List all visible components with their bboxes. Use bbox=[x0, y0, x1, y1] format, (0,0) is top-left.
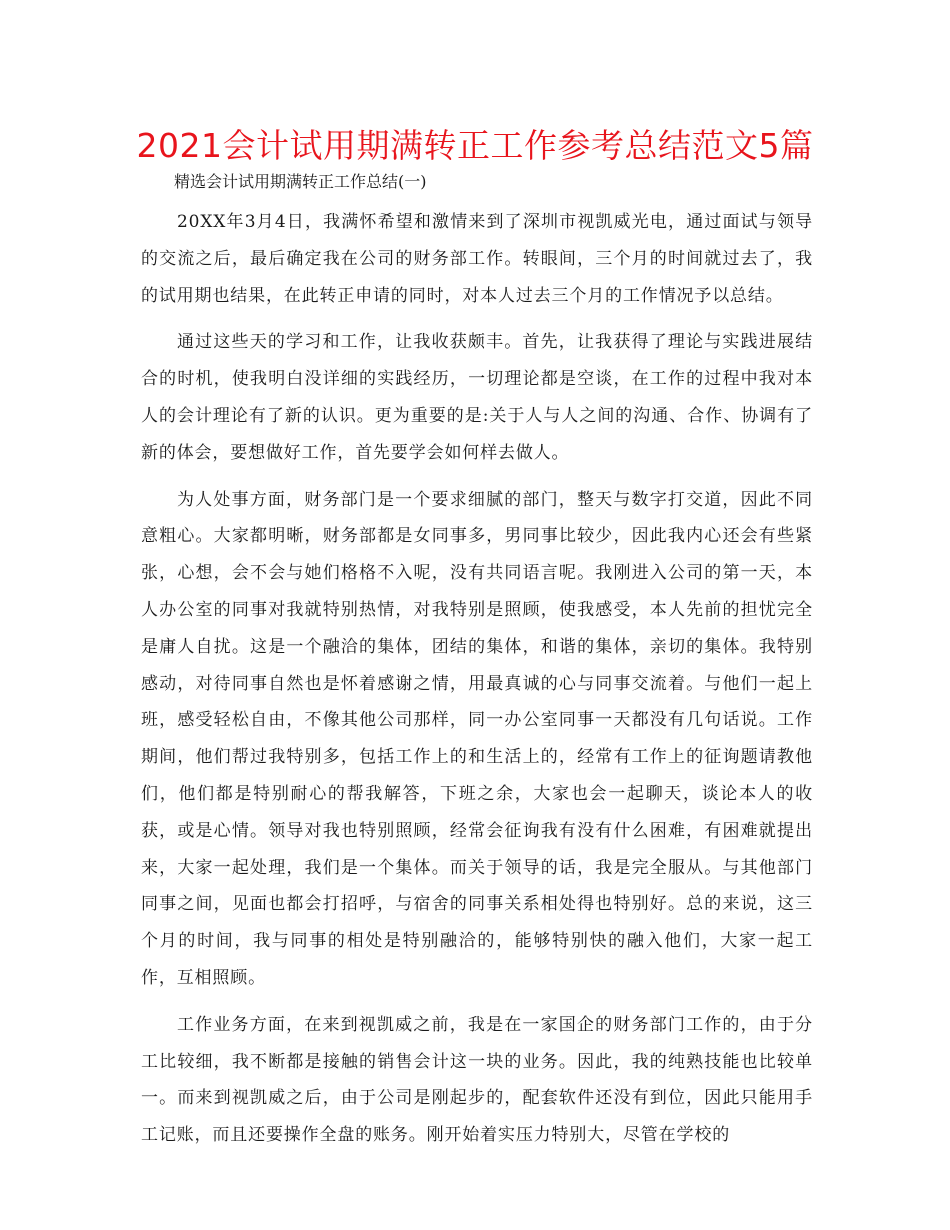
document-body bbox=[141, 204, 813, 1164]
paragraph: 20XX年3月4日，我满怀希望和激情来到了深圳市视凯威光电，通过面试与领导的交流之后，最后确定我在公司的财务部工作。转眼间，三个月的时间就过去了，我的试用期也结果，在此转正申请的同时，对本人过去三个月的工作情况予以总结。 bbox=[141, 212, 813, 306]
paragraph: 工作业务方面，在来到视凯威之前，我是在一家国企的财务部门工作的，由于分工比较细，我不断都是接触的销售会计这一块的业务。因此，我的纯熟技能也比较单一。而来到视凯威之后，由于公司是刚起步的，配套软件还没有到位，因此只能用手工记账，而且还要操作全盘的账务。刚开始着实压力特别大，尽管在学校的 bbox=[141, 1014, 813, 1146]
document-title: 2021会计试用期满转正工作参考总结范文5篇 bbox=[136, 126, 814, 165]
paragraph: 通过这些天的学习和工作，让我收获颇丰。首先，让我获得了理论与实践进展结合的时机，使我明白没详细的实践经历，一切理论都是空谈，在工作的过程中我对本人的会计理论有了新的认识。更为重要的是:关于人与人之间的沟通、合作、协调有了新的体会，要想做好工作，首先要学会如何样去做人。 bbox=[141, 332, 813, 463]
section-subtitle: 精选会计试用期满转正工作总结(一) bbox=[174, 172, 427, 191]
paragraph: 为人处事方面，财务部门是一个要求细腻的部门，整天与数字打交道，因此不同意粗心。大家都明晰，财务部都是女同事多，男同事比较少，因此我内心还会有些紧张，心想，会不会与她们格格不入呢，没有共同语言呢。我刚进入公司的第一天，本人办公室的同事对我就特别热情，对我特别是照顾，使我感受，本人先前的担忧完全是庸人自扰。这是一个融洽的集体，团结的集体，和谐的集体，亲切的集体。我特别感动，对待同事自然也是怀着感谢之情，用最真诚的心与同事交流着。与他们一起上班，感受轻松自由，不像其他公司那样，同一办公室同事一天都没有几句话说。工作期间，他们帮过我特别多，包括工作上的和生活上的，经常有工作上的征询题请教他们，他们都是特别耐心的帮我解答，下班之余，大家也会一起聊天，谈论本人的收获，或是心情。领导对我也特别照顾，经常会征询我有没有什么困难，有困难就提出来，大家一起处理，我们是一个集体。而关于领导的话，我是完全服从。与其他部门同事之间，见面也都会打招呼，与宿舍的同事关系相处得也特别好。总的来说，这三个月的时间，我与同事的相处是特别融洽的，能够特别快的融入他们，大家一起工作，互相照顾。 bbox=[141, 489, 813, 988]
